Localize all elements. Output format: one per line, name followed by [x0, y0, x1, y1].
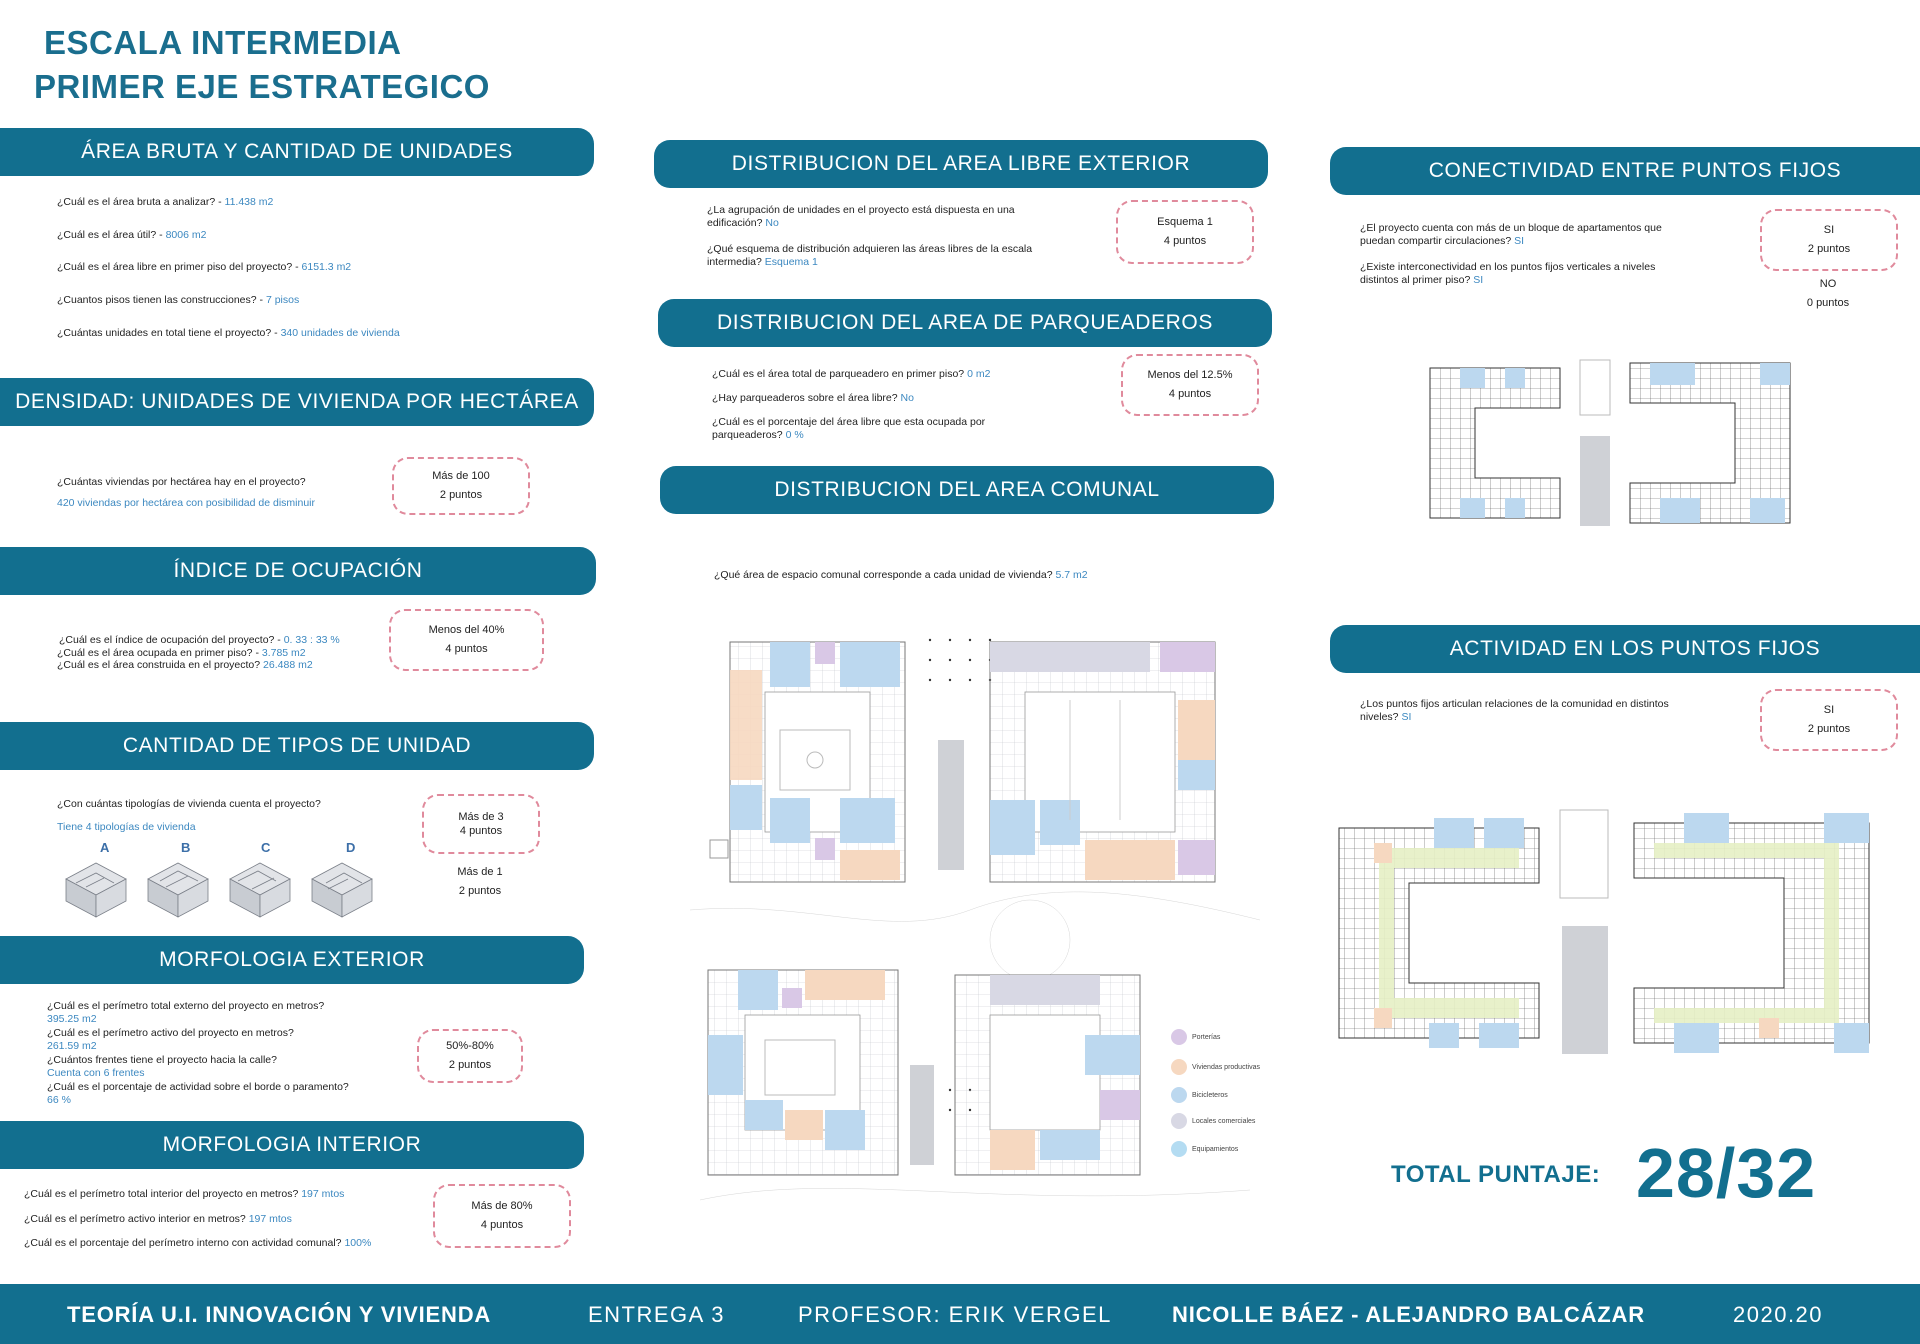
legend-label-locales: Locales comerciales: [1192, 1118, 1256, 1125]
header-line-2: PRIMER EJE ESTRATEGICO: [34, 68, 490, 105]
legend-dot-equipamientos: [1171, 1141, 1187, 1157]
section-libre-title: DISTRIBUCION DEL AREA LIBRE EXTERIOR: [654, 140, 1268, 188]
area-bruta-q3: ¿Cuál es el área libre en primer piso del proyecto? - 6151.3 m2: [57, 261, 352, 273]
conectividad-q2: ¿Existe interconectividad en los puntos fijos verticales a niveles distintos al primer piso? SI: [1360, 261, 1656, 286]
libre-q1: ¿La agrupación de unidades en el proyecto está dispuesta en una edificación? No: [707, 204, 1015, 229]
legend-dot-porterias: [1171, 1029, 1187, 1045]
tipo-label-a: A: [100, 840, 110, 855]
area-bruta-q4: ¿Cuantos pisos tienen las construcciones? - 7 pisos: [57, 294, 300, 306]
total-value: 28/32: [1636, 1134, 1817, 1212]
libre-score-box: Esquema 1 4 puntos: [1116, 200, 1254, 264]
tipos-alt-score: Más de 1 2 puntos: [457, 866, 503, 897]
footer-entrega: ENTREGA 3: [588, 1302, 725, 1327]
legend-label-porterias: Porterías: [1192, 1034, 1221, 1041]
section-actividad-title: ACTIVIDAD EN LOS PUNTOS FIJOS: [1330, 625, 1920, 673]
section-tipos-title: CANTIDAD DE TIPOS DE UNIDAD: [0, 722, 594, 770]
tipos-answer: Tiene 4 tipologías de vivienda: [57, 821, 196, 833]
typology-isometric-drawings: [62, 855, 392, 919]
actividad-q1: ¿Los puntos fijos articulan relaciones de la comunidad en distintos niveles? SI: [1360, 698, 1669, 723]
section-parqueaderos-title: DISTRIBUCION DEL AREA DE PARQUEADEROS: [658, 299, 1272, 347]
tipo-label-c: C: [261, 840, 271, 855]
area-bruta-q1: ¿Cuál es el área bruta a analizar? - 11.438 m2: [57, 196, 274, 208]
total-label: TOTAL PUNTAJE:: [1391, 1161, 1601, 1188]
section-indice-title: ÍNDICE DE OCUPACIÓN: [0, 547, 596, 595]
parqueaderos-q2: ¿Hay parqueaderos sobre el área libre? No: [712, 392, 914, 404]
legend-label-equipamientos: Equipamientos: [1192, 1146, 1239, 1153]
legend-dot-locales: [1171, 1113, 1187, 1129]
footer-bar: [0, 1284, 1920, 1344]
indice-q2: ¿Cuál es el área ocupada en primer piso? - 3.785 m2: [57, 647, 306, 659]
morf-ext-q1: ¿Cuál es el perímetro total externo del proyecto en metros? 395.25 m2: [47, 1000, 325, 1025]
conectividad-alt-score: NO 0 puntos: [1806, 278, 1850, 309]
libre-q2: ¿Qué esquema de distribución adquieren las áreas libres de la escala intermedia? Esquema 1: [707, 243, 1033, 268]
section-area-bruta-title: ÁREA BRUTA Y CANTIDAD DE UNIDADES: [0, 128, 594, 176]
parqueaderos-q3: ¿Cuál es el porcentaje del área libre que esta ocupada por parqueaderos? 0 %: [712, 416, 986, 441]
section-densidad-title: DENSIDAD: UNIDADES DE VIVIENDA POR HECTÁREA: [0, 378, 594, 426]
legend-label-bicicleteros: Bicicleteros: [1192, 1092, 1228, 1099]
conectividad-q1: ¿El proyecto cuenta con más de un bloque de apartamentos que puedan compartir circulaciones? SI: [1360, 222, 1662, 247]
parqueaderos-q1: ¿Cuál es el área total de parqueadero en primer piso? 0 m2: [712, 368, 991, 380]
morf-ext-q4: ¿Cuál es el porcentaje de actividad sobre el borde o paramento? 66 %: [47, 1081, 349, 1106]
section-morf-ext-title: MORFOLOGIA EXTERIOR: [0, 936, 584, 984]
legend-dot-bicicleteros: [1171, 1087, 1187, 1103]
floor-plan-activity: [1334, 808, 1876, 1062]
footer-periodo: 2020.20: [1733, 1302, 1824, 1327]
densidad-answer: 420 viviendas por hectárea con posibilidad de disminuir: [57, 497, 315, 509]
morf-int-score-box: Más de 80% 4 puntos: [433, 1184, 571, 1248]
area-bruta-q2: ¿Cuál es el área útil? - 8006 m2: [57, 229, 207, 241]
comunal-question: ¿Qué área de espacio comunal corresponde a cada unidad de vivienda? 5.7 m2: [714, 569, 1088, 581]
footer-course: TEORÍA U.I. INNOVACIÓN Y VIVIENDA: [67, 1302, 492, 1327]
floor-plan-connectivity: [1420, 358, 1800, 530]
morf-ext-q3: ¿Cuántos frentes tiene el proyecto hacia la calle? Cuenta con 6 frentes: [47, 1054, 277, 1079]
morf-ext-q2: ¿Cuál es el perímetro activo del proyecto en metros? 261.59 m2: [47, 1027, 294, 1052]
actividad-score-box: SI 2 puntos: [1760, 689, 1898, 751]
tipo-label-b: B: [181, 840, 191, 855]
legend-dot-viviendas: [1171, 1059, 1187, 1075]
morf-int-q1: ¿Cuál es el perímetro total interior del proyecto en metros? 197 mtos: [24, 1188, 345, 1200]
indice-score-box: Menos del 40% 4 puntos: [389, 609, 544, 671]
legend-label-viviendas: Viviendas productivas: [1192, 1064, 1260, 1071]
densidad-score-box: Más de 100 2 puntos: [392, 457, 530, 515]
area-bruta-q5: ¿Cuántas unidades en total tiene el proyecto? - 340 unidades de vivienda: [57, 327, 400, 339]
section-comunal-title: DISTRIBUCION DEL AREA COMUNAL: [660, 466, 1274, 514]
footer-profesor: PROFESOR: ERIK VERGEL: [798, 1302, 1112, 1327]
parqueaderos-score-box: Menos del 12.5% 4 puntos: [1121, 354, 1259, 416]
footer-autores: NICOLLE BÁEZ - ALEJANDRO BALCÁZAR: [1172, 1302, 1645, 1327]
indice-q1: ¿Cuál es el índice de ocupación del proyecto? - 0. 33 : 33 %: [59, 634, 340, 646]
tipos-question: ¿Con cuántas tipologías de vivienda cuenta el proyecto?: [57, 798, 321, 810]
morf-int-q2: ¿Cuál es el perímetro activo interior en metros? 197 mtos: [24, 1213, 292, 1225]
section-conectividad-title: CONECTIVIDAD ENTRE PUNTOS FIJOS: [1330, 147, 1920, 195]
tipos-score-box: Más de 3 4 puntos: [422, 794, 540, 854]
densidad-question: ¿Cuántas viviendas por hectárea hay en el proyecto?: [57, 476, 306, 488]
morf-ext-score-box: 50%-80% 2 puntos: [417, 1029, 523, 1083]
tipo-label-d: D: [346, 840, 356, 855]
indice-q3: ¿Cuál es el área construida en el proyecto? 26.488 m2: [57, 659, 313, 671]
conectividad-score-box: SI 2 puntos: [1760, 209, 1898, 271]
header-line-1: ESCALA INTERMEDIA: [44, 24, 402, 61]
morf-int-q3: ¿Cuál es el porcentaje del perímetro interno con actividad comunal? 100%: [24, 1237, 372, 1249]
section-morf-int-title: MORFOLOGIA INTERIOR: [0, 1121, 584, 1169]
